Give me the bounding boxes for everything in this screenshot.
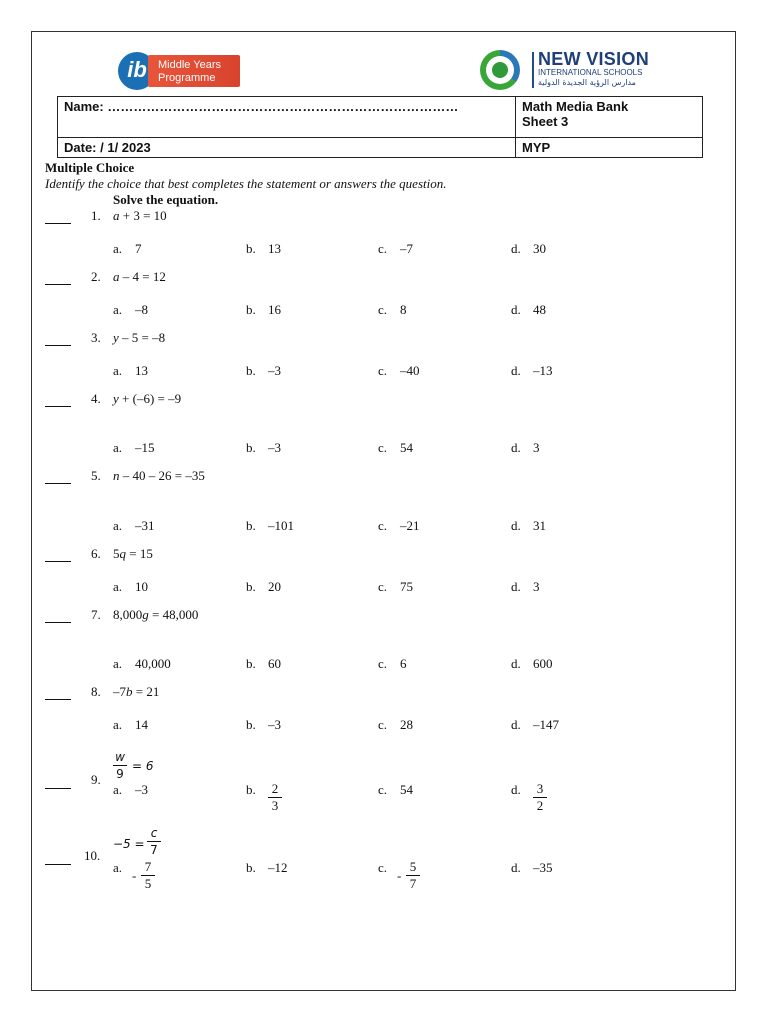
choice-letter[interactable]: c.	[378, 717, 388, 732]
choice-letter[interactable]: a.	[113, 363, 123, 378]
logo-divider	[532, 52, 534, 88]
choice-fraction-d	[533, 782, 547, 813]
student-info-table	[57, 96, 703, 158]
question-number: 3.	[91, 330, 101, 345]
choice-letter[interactable]: b.	[246, 717, 256, 732]
equation-rhs: = 6	[132, 759, 154, 773]
choice-value[interactable]: 40,000	[135, 656, 171, 671]
choice-fraction-c-sign: -	[397, 868, 402, 883]
answer-blank[interactable]	[45, 406, 71, 407]
choice-letter[interactable]: a.	[113, 579, 123, 594]
equation-rest: = 48,000	[148, 607, 199, 622]
choice-letter[interactable]: c.	[378, 579, 388, 594]
choice-letter[interactable]: d.	[511, 579, 521, 594]
choice-value[interactable]: 10	[135, 579, 148, 594]
choice-value[interactable]: 54	[400, 782, 413, 797]
choice-value[interactable]: –31	[135, 518, 155, 533]
choice-value[interactable]: –3	[268, 440, 281, 455]
equation-variable: n	[113, 468, 120, 483]
choice-letter[interactable]: b.	[246, 518, 256, 533]
answer-blank[interactable]	[45, 561, 71, 562]
choice-letter[interactable]: a.	[113, 717, 123, 732]
choice-value[interactable]: 600	[533, 656, 553, 671]
equation-bar	[147, 841, 161, 842]
choice-fraction-b	[268, 782, 282, 813]
question-equation	[113, 546, 153, 562]
choice-value[interactable]: –3	[135, 782, 148, 797]
equation-numerator: c	[150, 826, 158, 840]
section-instructions: Identify the choice that best completes the statement or answers the question.	[45, 176, 447, 191]
equation-coefficient: 5	[113, 546, 120, 561]
choice-letter[interactable]: c.	[378, 782, 388, 797]
equation-rest: – 4 = 12	[119, 269, 166, 284]
ib-banner	[148, 55, 240, 87]
choice-value[interactable]: 7	[135, 241, 142, 256]
choice-letter[interactable]: d.	[511, 363, 521, 378]
choice-value[interactable]: –7	[400, 241, 413, 256]
answer-blank[interactable]	[45, 699, 71, 700]
question-number: 2.	[91, 269, 101, 284]
equation-variable: g	[142, 607, 149, 622]
choice-letter[interactable]: a.	[113, 782, 123, 797]
choice-value[interactable]: –3	[268, 717, 281, 732]
equation-rest: – 40 – 26 = –35	[119, 468, 205, 483]
choice-fraction-a-numerator: 7	[144, 859, 152, 874]
choice-value[interactable]: 13	[268, 241, 281, 256]
subject-cell: Math Media Bank Sheet 3	[516, 97, 703, 138]
question-number: 6.	[91, 546, 101, 561]
choice-value[interactable]: 28	[400, 717, 413, 732]
choice-value[interactable]: –35	[533, 860, 553, 875]
name-field[interactable]: Name: ………………………………………………………………………	[58, 97, 516, 138]
choice-value[interactable]: 13	[135, 363, 148, 378]
choice-fraction-b-denominator: 3	[271, 798, 279, 813]
choice-letter[interactable]: a.	[113, 440, 123, 455]
choice-letter[interactable]: d.	[511, 518, 521, 533]
choice-letter[interactable]: d.	[511, 241, 521, 256]
choice-letter[interactable]: a.	[113, 518, 123, 533]
choice-fraction-d-numerator: 3	[536, 781, 544, 796]
equation-lhs: −5 =	[113, 837, 145, 851]
equation-fraction	[113, 750, 127, 781]
date-field[interactable]: Date: / 1/ 2023	[58, 138, 516, 158]
choice-letter[interactable]: a.	[113, 860, 123, 875]
choice-value[interactable]: 30	[533, 241, 546, 256]
equation-rest: + 3 = 10	[119, 208, 167, 223]
section-subheading: Solve the equation.	[113, 192, 219, 207]
equation-denominator: 7	[150, 843, 158, 857]
question-equation	[113, 208, 167, 224]
ib-myp-logo	[118, 52, 242, 92]
choice-fraction-a-sign: -	[132, 868, 137, 883]
choice-letter[interactable]: c.	[378, 241, 388, 256]
ib-line2: Programme	[158, 72, 216, 84]
equation-rest: = 21	[132, 684, 160, 699]
choice-letter[interactable]: a.	[113, 656, 123, 671]
choice-value[interactable]: –21	[400, 518, 420, 533]
school-subtitle: INTERNATIONAL SCHOOLS	[538, 68, 643, 77]
answer-blank[interactable]	[45, 788, 71, 789]
question-equation	[113, 391, 181, 407]
choice-fraction-c-denominator: 7	[409, 876, 417, 891]
choice-value[interactable]: –8	[135, 302, 148, 317]
choice-letter[interactable]: d.	[511, 440, 521, 455]
equation-variable: a	[113, 269, 120, 284]
equation-denominator: 9	[116, 767, 124, 781]
choice-value[interactable]: 31	[533, 518, 546, 533]
equation-variable: b	[126, 684, 133, 699]
choice-value[interactable]: 48	[533, 302, 546, 317]
choice-value[interactable]: –15	[135, 440, 155, 455]
choice-value[interactable]: –12	[268, 860, 288, 875]
equation-numerator: w	[115, 750, 125, 764]
school-arabic-name: مدارس الرؤية الجديدة الدولية	[538, 78, 636, 87]
choice-letter[interactable]: a.	[113, 241, 123, 256]
choice-letter[interactable]: b.	[246, 241, 256, 256]
choice-value[interactable]: –3	[268, 363, 281, 378]
equation-bar	[113, 765, 127, 766]
choice-letter[interactable]: d.	[511, 782, 521, 797]
equation-fraction	[147, 826, 161, 857]
choice-value[interactable]: 8	[400, 302, 407, 317]
choice-letter[interactable]: b.	[246, 302, 256, 317]
answer-blank[interactable]	[45, 223, 71, 224]
question-number: 7.	[91, 607, 101, 622]
choice-letter[interactable]: c.	[378, 860, 388, 875]
choice-letter[interactable]: d.	[511, 717, 521, 732]
ib-line1: Middle Years	[158, 59, 221, 71]
choice-fraction-a	[141, 860, 155, 891]
question-equation	[113, 684, 159, 700]
equation-variable: y	[113, 391, 119, 406]
answer-blank[interactable]	[45, 345, 71, 346]
question-equation	[113, 269, 166, 285]
choice-value[interactable]: 16	[268, 302, 281, 317]
question-equation	[113, 607, 198, 623]
question-number: 5.	[91, 468, 101, 483]
choice-value[interactable]: –101	[268, 518, 294, 533]
choice-value[interactable]: 75	[400, 579, 413, 594]
choice-value[interactable]: –40	[400, 363, 420, 378]
choice-value[interactable]: 6	[400, 656, 407, 671]
choice-fraction-d-denominator: 2	[536, 798, 544, 813]
equation-rest: + (–6) = –9	[118, 391, 182, 406]
choice-value[interactable]: 14	[135, 717, 148, 732]
choice-letter[interactable]: b.	[246, 363, 256, 378]
question-number: 1.	[91, 208, 101, 223]
question-number: 9.	[91, 772, 101, 787]
choice-fraction-b-numerator: 2	[271, 781, 279, 796]
equation-variable: y	[113, 330, 119, 345]
choice-letter[interactable]: c.	[378, 302, 388, 317]
choice-letter[interactable]: b.	[246, 579, 256, 594]
new-vision-logo	[480, 48, 660, 92]
new-vision-dot-icon	[492, 62, 508, 78]
choice-letter[interactable]: b.	[246, 656, 256, 671]
choice-letter[interactable]: d.	[511, 302, 521, 317]
answer-blank[interactable]	[45, 622, 71, 623]
choice-value[interactable]: 3	[533, 440, 540, 455]
choice-letter[interactable]: c.	[378, 440, 388, 455]
choice-fraction-c-numerator: 5	[409, 859, 417, 874]
choice-letter[interactable]: b.	[246, 440, 256, 455]
choice-value[interactable]: 54	[400, 440, 413, 455]
answer-blank[interactable]	[45, 864, 71, 865]
answer-blank[interactable]	[45, 483, 71, 484]
equation-variable: q	[119, 546, 126, 561]
choice-letter[interactable]: c.	[378, 656, 388, 671]
choice-letter[interactable]: c.	[378, 518, 388, 533]
section-title: Multiple Choice	[45, 160, 135, 175]
choice-letter[interactable]: d.	[511, 656, 521, 671]
choice-value[interactable]: –147	[533, 717, 559, 732]
school-name: NEW VISION	[538, 49, 650, 69]
equation-coefficient: –7	[113, 684, 126, 699]
question-equation	[113, 468, 205, 484]
question-number: 10.	[84, 848, 101, 863]
choice-letter[interactable]: b.	[246, 860, 256, 875]
choice-fraction-c	[406, 860, 420, 891]
answer-blank[interactable]	[45, 284, 71, 285]
question-number: 8.	[91, 684, 101, 699]
ib-letter-mark: ib	[118, 52, 156, 90]
equation-coefficient: 8,000	[113, 607, 143, 622]
equation-rest: – 5 = –8	[118, 330, 166, 345]
programme-cell: MYP	[516, 138, 703, 158]
choice-value[interactable]: 60	[268, 656, 281, 671]
choice-letter[interactable]: c.	[378, 363, 388, 378]
choice-value[interactable]: 3	[533, 579, 540, 594]
choice-letter[interactable]: b.	[246, 782, 256, 797]
choice-value[interactable]: 20	[268, 579, 281, 594]
question-equation	[113, 330, 165, 346]
choice-fraction-a-denominator: 5	[144, 876, 152, 891]
question-number: 4.	[91, 391, 101, 406]
choice-letter[interactable]: a.	[113, 302, 123, 317]
equation-rest: = 15	[126, 546, 153, 561]
equation-variable: a	[113, 208, 120, 223]
choice-value[interactable]: –13	[533, 363, 553, 378]
choice-letter[interactable]: d.	[511, 860, 521, 875]
